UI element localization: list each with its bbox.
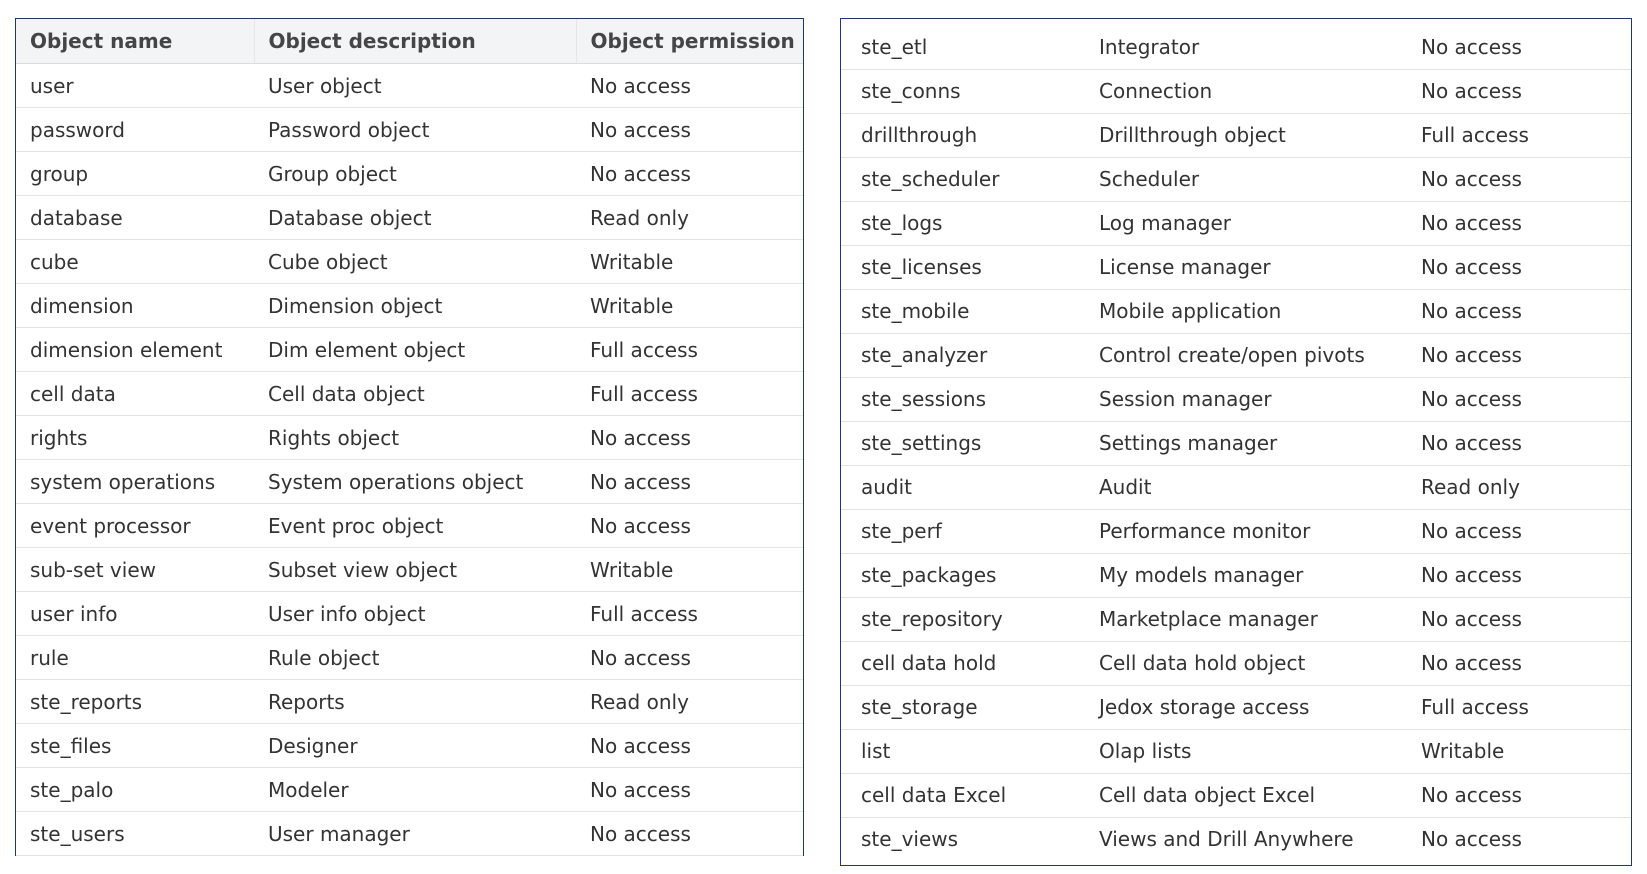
table-row xyxy=(841,685,1631,729)
cell-object-permission: Full access xyxy=(576,372,803,416)
table-row xyxy=(841,25,1631,69)
cell-object-name: cube xyxy=(16,240,254,284)
cell-object-permission: No access xyxy=(1401,553,1631,597)
cell-object-description: Reports xyxy=(254,680,576,724)
cell-object-name: ste_files xyxy=(16,724,254,768)
table-row xyxy=(841,509,1631,553)
table-row xyxy=(16,328,803,372)
cell-object-permission: Full access xyxy=(576,592,803,636)
cell-object-name: ste_analyzer xyxy=(841,333,1079,377)
column-header-object-permission: Object permission xyxy=(576,19,803,64)
cell-object-name: ste_sessions xyxy=(841,377,1079,421)
table-row xyxy=(16,680,803,724)
cell-object-name: ste_repository xyxy=(841,597,1079,641)
table-row xyxy=(16,64,803,108)
cell-object-permission: No access xyxy=(1401,421,1631,465)
cell-object-description: Database object xyxy=(254,196,576,240)
cell-object-name: ste_settings xyxy=(841,421,1079,465)
cell-object-description: Modeler xyxy=(254,768,576,812)
cell-object-name: user xyxy=(16,64,254,108)
cell-object-name: ste_views xyxy=(861,827,959,852)
table-row xyxy=(841,553,1631,597)
cell-object-permission: No access xyxy=(1401,157,1631,201)
cell-object-permission: No access xyxy=(576,416,803,460)
cell-object-description: User manager xyxy=(254,812,576,856)
cell-object-description: Drillthrough object xyxy=(1079,113,1401,157)
table-row xyxy=(16,636,803,680)
cell-object-name: cell data xyxy=(16,372,254,416)
cell-object-description: Dimension object xyxy=(254,284,576,328)
cell-object-description: Mobile application xyxy=(1079,289,1401,333)
table-row xyxy=(841,641,1631,685)
cell-object-name: ste_mobile xyxy=(841,289,1079,333)
cell-object-description: Control create/open pivots xyxy=(1079,333,1401,377)
table-row xyxy=(841,69,1631,113)
table-row xyxy=(841,157,1631,201)
table-row xyxy=(841,729,1631,773)
cell-object-permission: Read only xyxy=(1401,465,1631,509)
cell-object-description: Jedox storage access xyxy=(1079,685,1401,729)
cell-object-permission: No access xyxy=(576,724,803,768)
cell-object-name: cell data hold xyxy=(841,641,1079,685)
cell-object-permission: No access xyxy=(576,108,803,152)
table-row xyxy=(16,812,803,856)
cell-object-description: Connection xyxy=(1079,69,1401,113)
cell-object-name: ste_palo xyxy=(16,768,254,812)
cell-object-permission: No access xyxy=(576,768,803,812)
cell-object-name: dimension xyxy=(16,284,254,328)
cell-object-name: drillthrough xyxy=(841,113,1079,157)
cell-object-permission: No access xyxy=(1401,597,1631,641)
cell-object-name: event processor xyxy=(16,504,254,548)
left-permissions-table-panel xyxy=(15,18,804,856)
cell-object-description: Event proc object xyxy=(254,504,576,548)
table-row xyxy=(841,465,1631,509)
cell-object-description: My models manager xyxy=(1079,553,1401,597)
cell-object-description: Cell data object Excel xyxy=(1079,773,1401,817)
table-row xyxy=(16,416,803,460)
column-header-object-description: Object description xyxy=(254,19,576,64)
cell-object-permission: Read only xyxy=(576,680,803,724)
cell-object-name: sub-set view xyxy=(16,548,254,592)
cell-object-permission: Writable xyxy=(576,284,803,328)
table-row xyxy=(16,460,803,504)
table-row xyxy=(16,504,803,548)
cell-object-description: License manager xyxy=(1079,245,1401,289)
cell-object-permission: No access xyxy=(1401,641,1631,685)
right-permissions-table-panel xyxy=(840,18,1632,866)
cell-object-permission: No access xyxy=(1401,509,1631,553)
table-row xyxy=(841,377,1631,421)
right-permissions-table xyxy=(841,25,1631,861)
cell-object-name: ste_users xyxy=(16,812,254,856)
cell-object-permission: No access xyxy=(1401,69,1631,113)
table-row xyxy=(841,201,1631,245)
cell-object-permission: Writable xyxy=(576,548,803,592)
cell-object-description: System operations object xyxy=(254,460,576,504)
cell-object-name: database xyxy=(16,196,254,240)
table-row xyxy=(841,597,1631,641)
cell-object-permission: No access xyxy=(576,636,803,680)
cell-object-permission: No access xyxy=(576,504,803,548)
cell-object-name: ste_etl xyxy=(841,25,1079,69)
cell-object-permission: Full access xyxy=(1401,685,1631,729)
cell-object-name: ste_licenses xyxy=(841,245,1079,289)
cell-object-name: user info xyxy=(16,592,254,636)
column-header-object-name: Object name xyxy=(16,19,254,64)
cell-object-permission: Full access xyxy=(1401,113,1631,157)
table-row xyxy=(841,333,1631,377)
cell-object-name: ste_conns xyxy=(841,69,1079,113)
cell-object-permission: No access xyxy=(1401,245,1631,289)
table-row xyxy=(841,773,1631,817)
table-row xyxy=(841,245,1631,289)
table-row xyxy=(841,289,1631,333)
cell-object-name: group xyxy=(16,152,254,196)
cell-object-permission: No access xyxy=(576,152,803,196)
cell-object-permission: Read only xyxy=(576,196,803,240)
table-row xyxy=(16,284,803,328)
cell-object-permission: No access xyxy=(1401,333,1631,377)
cell-object-description: Password object xyxy=(254,108,576,152)
cell-object-permission: No access xyxy=(576,460,803,504)
cell-object-description: Views and Drill Anywhere xyxy=(1099,827,1354,852)
cell-object-name: ste_storage xyxy=(841,685,1079,729)
cell-object-name: rule xyxy=(16,636,254,680)
table-row xyxy=(841,421,1631,465)
cell-object-permission: No access xyxy=(576,64,803,108)
cell-object-description: Session manager xyxy=(1079,377,1401,421)
cell-object-permission: Writable xyxy=(576,240,803,284)
cell-object-description: Integrator xyxy=(1079,25,1401,69)
table-row xyxy=(841,817,1631,861)
cell-object-permission: No access xyxy=(1401,201,1631,245)
cell-object-permission: No access xyxy=(1401,377,1631,421)
cell-object-description: Cube object xyxy=(254,240,576,284)
cell-object-description: Performance monitor xyxy=(1079,509,1401,553)
cell-object-permission: No access xyxy=(576,812,803,856)
cell-object-name: password xyxy=(16,108,254,152)
cell-object-name: audit xyxy=(841,465,1079,509)
cell-object-description: Cell data object xyxy=(254,372,576,416)
cell-object-description: Dim element object xyxy=(254,328,576,372)
table-row xyxy=(16,240,803,284)
cell-object-description: Olap lists xyxy=(1079,729,1401,773)
cell-object-name: ste_reports xyxy=(16,680,254,724)
cell-object-description: Audit xyxy=(1079,465,1401,509)
table-row xyxy=(16,592,803,636)
header-row xyxy=(16,19,803,64)
cell-object-permission: No access xyxy=(1401,773,1631,817)
cell-object-name: list xyxy=(841,729,1079,773)
cell-object-permission: No access xyxy=(1401,25,1631,69)
cell-object-description: User object xyxy=(254,64,576,108)
cell-object-description: Marketplace manager xyxy=(1079,597,1401,641)
cell-object-description: Group object xyxy=(254,152,576,196)
cell-object-description: Scheduler xyxy=(1079,157,1401,201)
table-row xyxy=(16,768,803,812)
cell-object-description: Rights object xyxy=(254,416,576,460)
cell-object-name: ste_scheduler xyxy=(841,157,1079,201)
cell-object-description: User info object xyxy=(254,592,576,636)
cell-object-name: system operations xyxy=(16,460,254,504)
table-row xyxy=(841,113,1631,157)
cell-object-name: cell data Excel xyxy=(841,773,1079,817)
cell-object-permission: No access xyxy=(1421,827,1522,852)
cell-object-permission: Writable xyxy=(1401,729,1631,773)
cell-object-name: rights xyxy=(16,416,254,460)
left-permissions-table xyxy=(16,19,803,856)
table-row xyxy=(16,724,803,768)
cell-object-name: dimension element xyxy=(16,328,254,372)
table-row xyxy=(16,152,803,196)
cell-object-description: Subset view object xyxy=(254,548,576,592)
cell-object-description: Settings manager xyxy=(1079,421,1401,465)
table-row xyxy=(16,372,803,416)
table-row xyxy=(16,548,803,592)
table-row xyxy=(16,196,803,240)
cell-object-name: ste_logs xyxy=(841,201,1079,245)
table-row xyxy=(16,108,803,152)
cell-object-description: Cell data hold object xyxy=(1079,641,1401,685)
cell-object-name: ste_packages xyxy=(841,553,1079,597)
cell-object-permission: Full access xyxy=(576,328,803,372)
cell-object-permission: No access xyxy=(1401,289,1631,333)
cell-object-name: ste_perf xyxy=(841,509,1079,553)
cell-object-description: Rule object xyxy=(254,636,576,680)
cell-object-description: Designer xyxy=(254,724,576,768)
cell-object-description: Log manager xyxy=(1079,201,1401,245)
